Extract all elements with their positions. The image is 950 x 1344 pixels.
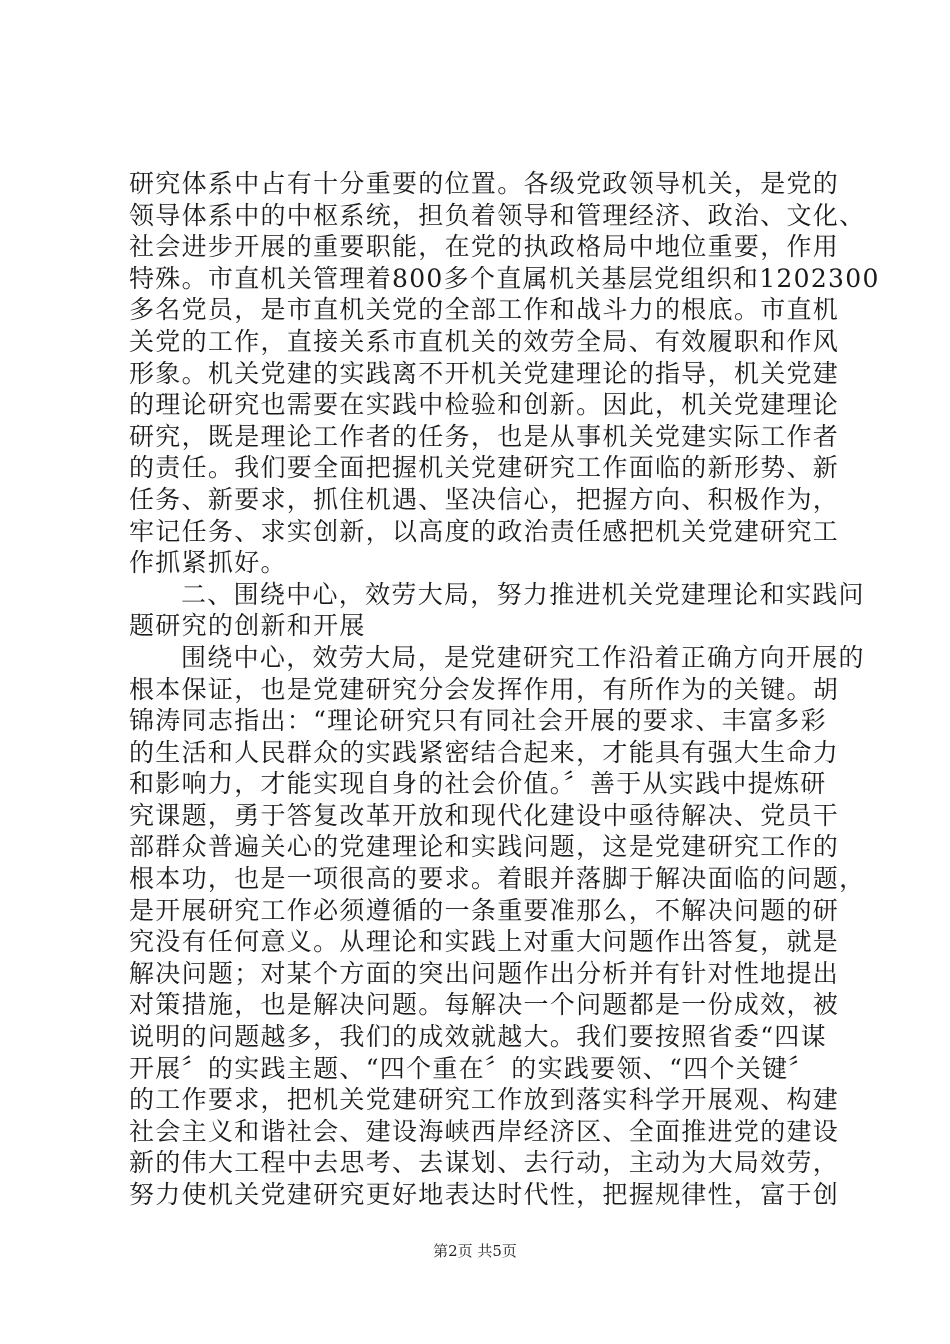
text-line: 形象。机关党建的实践离不开机关党建理论的指导，机关党建 <box>129 358 840 388</box>
document-body <box>129 168 880 1211</box>
text-line: 和影响力，才能实现自身的社会价值。〞善于从实践中提炼研 <box>129 769 827 799</box>
text-line: 的工作要求，把机关党建研究工作放到落实科学开展观、构建 <box>129 1085 840 1115</box>
text-line: 研究，既是理论工作者的任务，也是从事机关党建实际工作者 <box>129 421 840 451</box>
text-line: 锦涛同志指出：“理论研究只有同社会开展的要求、丰富多彩 <box>129 706 827 736</box>
text-line: 社会主义和谐社会、建设海峡西岸经济区、全面推进党的建设 <box>129 1116 840 1146</box>
text-line: 根本保证，也是党建研究分会发挥作用，有所作为的关键。胡 <box>129 674 840 704</box>
text-line: 作抓紧抓好。 <box>129 548 287 578</box>
text-line: 关党的工作，直接关系市直机关的效劳全局、有效履职和作风 <box>129 326 840 356</box>
text-line: 社会进步开展的重要职能，在党的执政格局中地位重要，作用 <box>129 232 840 262</box>
text-line: 是开展研究工作必须遵循的一条重要准那么，不解决问题的研 <box>129 895 840 925</box>
text-line: 特殊。市直机关管理着800多个直属机关基层党组织和1202300 <box>129 263 880 293</box>
text-line: 任务、新要求，抓住机遇、坚决信心，把握方向、积极作为， <box>129 484 840 514</box>
text-line: 多名党员，是市直机关党的全部工作和战斗力的根底。市直机 <box>129 295 840 325</box>
text-line: 解决问题；对某个方面的突出问题作出分析并有针对性地提出 <box>129 958 840 988</box>
section-heading: 二、围绕中心，效劳大局，努力推进机关党建理论和实践问 <box>181 579 865 609</box>
text-line: 究课题，勇于答复改革开放和现代化建设中亟待解决、党员干 <box>129 800 840 830</box>
text-line: 的理论研究也需要在实践中检验和创新。因此，机关党建理论 <box>129 390 840 420</box>
text-line: 的生活和人民群众的实践紧密结合起来，才能具有强大生命力 <box>129 737 840 767</box>
text-line: 开展〞的实践主题、“四个重在〞的实践要领、“四个关键〞 <box>129 1053 815 1083</box>
text-line: 部群众普遍关心的党建理论和实践问题，这是党建研究工作的 <box>129 832 840 862</box>
text-line: 努力使机关党建研究更好地表达时代性，把握规律性，富于创 <box>129 1180 840 1209</box>
text-line: 新的伟大工程中去思考、去谋划、去行动，主动为大局效劳， <box>129 1148 840 1178</box>
text-line: 对策措施，也是解决问题。每解决一个问题都是一份成效，被 <box>129 990 840 1020</box>
paragraph-start: 围绕中心，效劳大局，是党建研究工作沿着正确方向开展的 <box>181 642 865 672</box>
text-line: 究没有任何意义。从理论和实践上对重大问题作出答复，就是 <box>129 927 840 957</box>
text-line: 研究体系中占有十分重要的位置。各级党政领导机关，是党的 <box>129 169 840 198</box>
section-heading-cont: 题研究的创新和开展 <box>129 611 366 641</box>
text-line: 的责任。我们要全面把握机关党建研究工作面临的新形势、新 <box>129 453 840 483</box>
text-line: 根本功，也是一项很高的要求。着眼并落脚于解决面临的问题， <box>129 864 866 894</box>
page-indicator: 第2页 共5页 <box>433 1242 517 1260</box>
text-line: 说明的问题越多，我们的成效就越大。我们要按照省委“四谋 <box>129 1022 827 1052</box>
text-line: 领导体系中的中枢系统，担负着领导和管理经济、政治、文化、 <box>129 200 866 230</box>
text-line: 牢记任务、求实创新，以高度的政治责任感把机关党建研究工 <box>129 516 840 546</box>
